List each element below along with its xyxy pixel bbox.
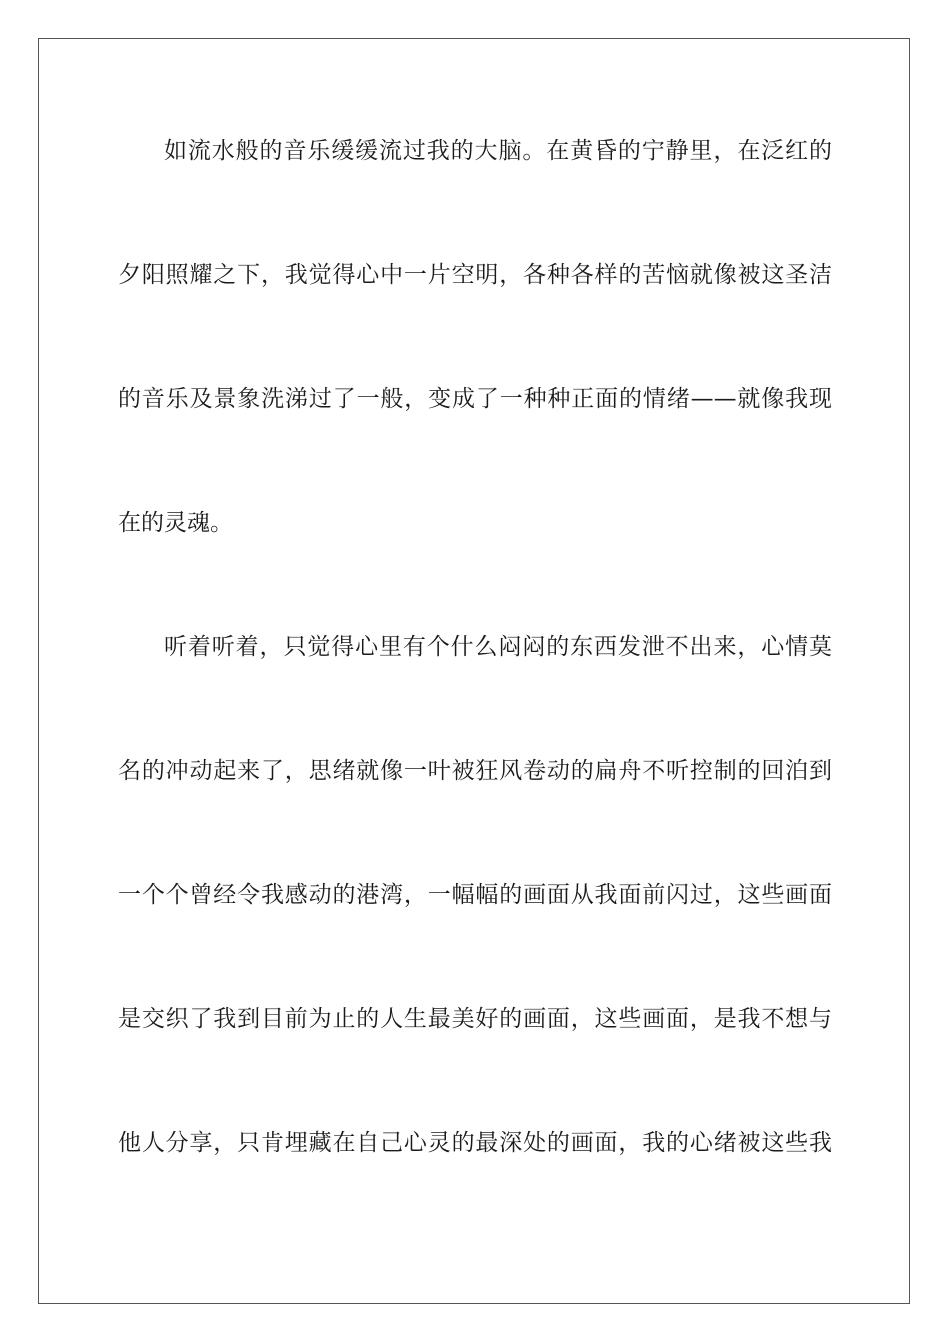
paragraph-2-line-2: 名的冲动起来了，思绪就像一叶被狂风卷动的扁舟不听控制的回泊到 <box>118 758 832 784</box>
page-border <box>38 38 910 1304</box>
paragraph-1-line-1: 如流水般的音乐缓缓流过我的大脑。在黄昏的宁静里，在泛红的 <box>164 138 832 164</box>
paragraph-2-line-3: 一个个曾经令我感动的港湾，一幅幅的画面从我面前闪过，这些画面 <box>118 882 832 908</box>
paragraph-2-line-1: 听着听着，只觉得心里有个什么闷闷的东西发泄不出来，心情莫 <box>164 634 832 660</box>
paragraph-2-line-5: 他人分享，只肯埋藏在自己心灵的最深处的画面，我的心绪被这些我 <box>118 1130 832 1156</box>
paragraph-1-line-3: 的音乐及景象洗涕过了一般，变成了一种种正面的情绪——就像我现 <box>118 386 832 412</box>
paragraph-1-line-2: 夕阳照耀之下，我觉得心中一片空明，各种各样的苦恼就像被这圣洁 <box>118 262 832 288</box>
paragraph-2-line-4: 是交织了我到目前为止的人生最美好的画面，这些画面，是我不想与 <box>118 1006 832 1032</box>
paragraph-1-line-4: 在的灵魂。 <box>118 510 233 536</box>
